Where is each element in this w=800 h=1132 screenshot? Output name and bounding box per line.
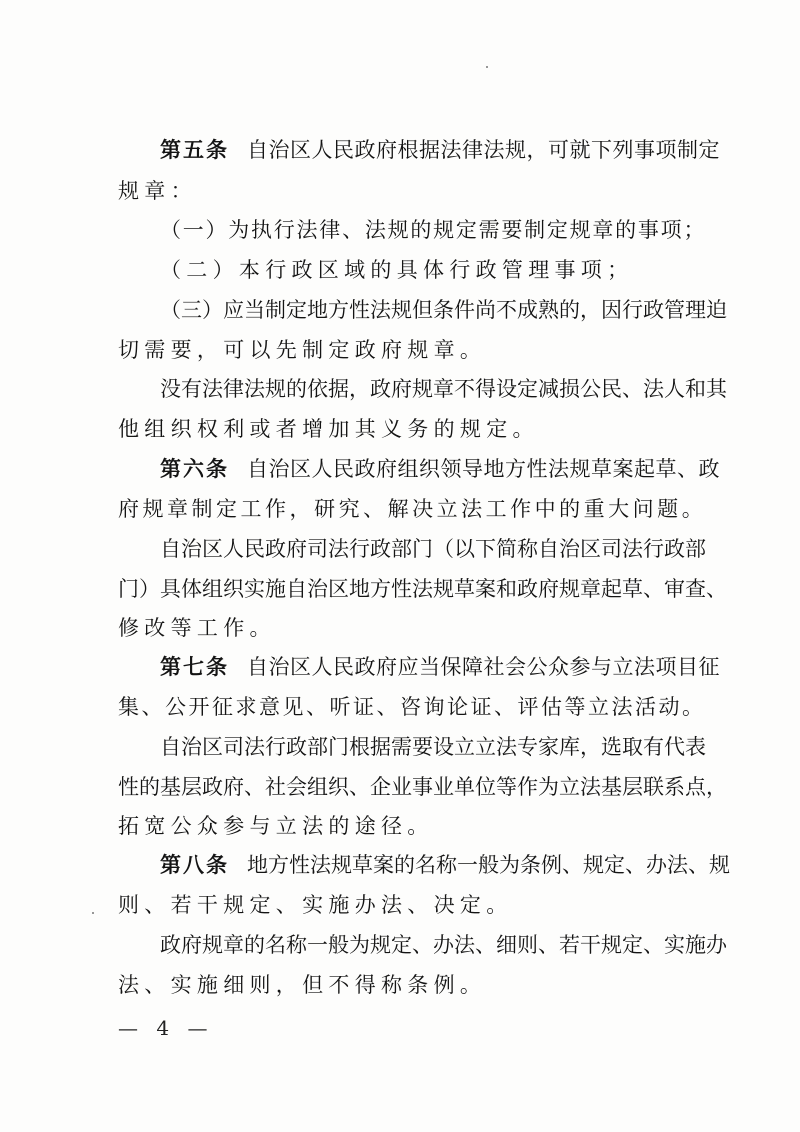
article-5-text: 自治区人民政府根据法律法规，可就下列事项制定: [247, 138, 720, 162]
article-8-line-2: 则、若干规定、实施办法、决定。: [118, 893, 513, 917]
article-5-line-1: [160, 136, 720, 164]
article-6-heading: 第六条: [160, 457, 229, 481]
paragraph-7-line-2: 性的基层政府、社会组织、企业事业单位等作为立法基层联系点，: [118, 775, 727, 799]
paragraph-6-line-2: 门）具体组织实施自治区地方性法规草案和政府规章起草、审查、: [118, 577, 727, 601]
article-6-text: 自治区人民政府组织领导地方性法规草案起草、政: [247, 457, 720, 481]
paragraph-6-line-3: 修改等工作。: [118, 616, 276, 640]
paragraph-8-line-1: 政府规章的名称一般为规定、办法、细则、若干规定、实施办: [160, 933, 727, 957]
article-7-line-1: [160, 653, 720, 681]
paragraph-7-line-1: 自治区司法行政部门根据需要设立立法专家库，选取有代表: [160, 735, 706, 759]
article-7-line-2: 集、公开征求意见、听证、咨询论证、评估等立法活动。: [118, 695, 706, 719]
page-number: — 4 —: [118, 1016, 214, 1040]
item-2: （二）本行政区域的具体行政管理事项；: [160, 258, 634, 282]
item-3-line-1: （三）应当制定地方性法规但条件尚不成熟的，因行政管理迫: [160, 298, 727, 322]
scan-speck: [486, 66, 488, 68]
article-5-line-2: 规章：: [118, 179, 197, 203]
paragraph-5-line-2: 他组织权利或者增加其义务的规定。: [118, 417, 539, 441]
paragraph-7-line-3: 拓宽公众参与立法的途径。: [118, 814, 434, 838]
article-8-text: 地方性法规草案的名称一般为条例、规定、办法、规: [247, 853, 730, 877]
paragraph-5-line-1: 没有法律法规的依据，政府规章不得设定减损公民、法人和其: [160, 377, 727, 401]
article-6-line-1: [160, 455, 720, 483]
paragraph-8-line-2: 法、实施细则，但不得称条例。: [118, 973, 487, 997]
item-3-line-2: 切需要，可以先制定政府规章。: [118, 338, 487, 362]
scan-speck: [92, 912, 94, 914]
article-8-heading: 第八条: [160, 853, 229, 877]
article-5-heading: 第五条: [160, 138, 229, 162]
item-1: （一）为执行法律、法规的规定需要制定规章的事项；: [160, 218, 707, 242]
article-7-heading: 第七条: [160, 655, 229, 679]
paragraph-6-line-1: 自治区人民政府司法行政部门（以下简称自治区司法行政部: [160, 537, 706, 561]
article-6-line-2: 府规章制定工作，研究、解决立法工作中的重大问题。: [118, 497, 707, 521]
article-8-line-1: [160, 851, 730, 879]
article-7-text: 自治区人民政府应当保障社会公众参与立法项目征: [247, 655, 720, 679]
